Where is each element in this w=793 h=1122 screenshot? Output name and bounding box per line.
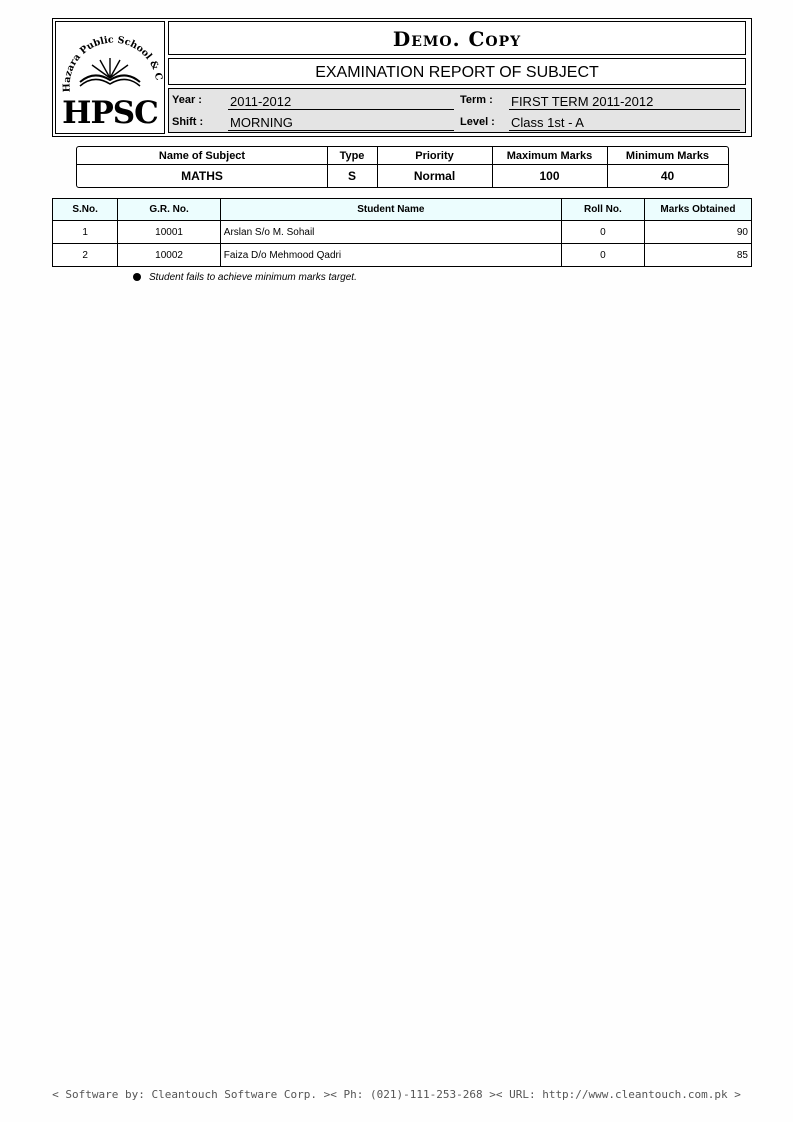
gr-no-cell: 10002 [118,244,221,267]
logo-emblem [56,22,164,133]
term-value: FIRST TERM 2011-2012 [509,93,740,110]
school-logo [55,21,165,134]
student-name-cell: Arslan S/o M. Sohail [220,221,561,244]
fail-legend [133,272,357,283]
column-divider [377,147,378,187]
year-value: 2011-2012 [228,93,454,110]
exam-info-panel [168,88,746,133]
student-name-header: Student Name [220,199,561,221]
level-label: Level : [460,116,495,128]
subject-type-header: Type [327,147,377,165]
column-divider [492,147,493,187]
students-marks-table [52,198,752,267]
subject-min-marks-value: 40 [660,169,675,183]
term-label: Term : [460,94,493,106]
table-header-row [53,199,752,221]
marks-obtained-header: Marks Obtained [644,199,751,221]
svg-text:Hazara Public School & College [56,22,164,92]
report-subtitle: EXAMINATION REPORT OF SUBJECT [168,58,746,85]
roll-no-cell: 0 [561,221,644,244]
bullet-icon [133,273,141,281]
column-divider [607,147,608,187]
year-label: Year : [172,94,202,106]
sno-header: S.No. [53,199,118,221]
level-value: Class 1st - A [509,114,740,131]
student-name-cell: Faiza D/o Mehmood Qadri [220,244,561,267]
shift-value: MORNING [228,114,454,131]
logo-letters: HPSC [62,95,158,131]
subject-name-value: MATHS [181,169,223,183]
sno-cell: 2 [53,244,118,267]
logo-arc-text: Hazara Public School & C [61,34,164,93]
document-title: Demo. Copy [168,21,746,55]
marks-cell: 90 [644,221,751,244]
shift-label: Shift : [172,116,204,128]
roll-no-header: Roll No. [561,199,644,221]
gr-no-header: G.R. No. [118,199,221,221]
software-footer: < Software by: Cleantouch Software Corp. >< Ph: (021)-111-253-268 >< URL: http://www.cleantouch.com.pk > [52,1088,741,1101]
table-row [53,221,752,244]
sno-cell: 1 [53,221,118,244]
legend-text: Student fails to achieve minimum marks target. [149,272,357,283]
subject-max-marks-value: 100 [539,169,560,183]
roll-no-cell: 0 [561,244,644,267]
subject-min-marks-header: Minimum Marks [607,147,728,165]
subject-max-marks-header: Maximum Marks [492,147,607,165]
subject-type-value: S [347,169,356,183]
marks-cell: 85 [644,244,751,267]
subject-priority-value: Normal [413,169,456,183]
table-row [53,244,752,267]
subject-summary-table [76,146,729,188]
subject-name-header: Name of Subject [77,147,327,165]
column-divider [327,147,328,187]
gr-no-cell: 10001 [118,221,221,244]
subject-priority-header: Priority [377,147,492,165]
